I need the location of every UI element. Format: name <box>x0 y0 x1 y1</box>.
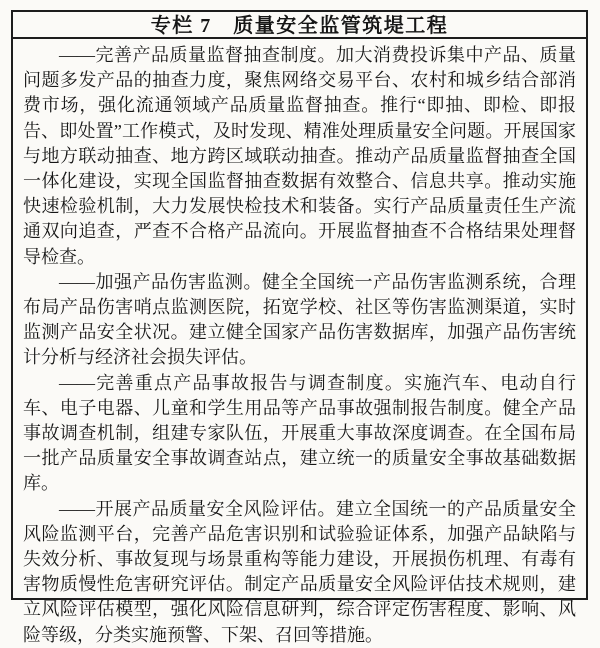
column-box <box>11 10 588 645</box>
column-box-title: 专栏 7 质量安全监管筑堤工程 <box>13 12 586 39</box>
paragraph-supervision-sampling: ——完善产品质量监督抽查制度。加大消费投诉集中产品、质量问题多发产品的抽查力度，聚焦网络交易平台、农村和城乡结合部消费市场，强化流通领域产品质量监督抽查。推行“即抽、即检、即报告、即处置”工作模式，及时发现、精准处理质量安全问题。开展国家与地方联动抽查、地方跨区域联动抽查。推动产品质量监督抽查全国一体化建设，实现全国监督抽查数据有效整合、信息共享。推动实施快速检验机制，大力发展快检技术和装备。实行产品质量责任生产流通双向追查，严查不合格产品流向。开展监督抽查不合格结果处理督导检查。 <box>23 45 576 267</box>
paragraph-risk-assessment: ——开展产品质量安全风险评估。建立全国统一的产品质量安全风险监测平台，完善产品危害识别和试验验证体系，加强产品缺陷与失效分析、事故复现与场景重构等能力建设，开展损伤机理、有毒有害物质慢性危害研究评估。制定产品质量安全风险评估技术规则，建立风险评估模型，强化风险信息研判，综合评定伤害程度、影响、风险等级，分类实施预警、下架、召回等措施。 <box>23 498 576 645</box>
paragraph-accident-reporting: ——完善重点产品事故报告与调查制度。实施汽车、电动自行车、电子电器、儿童和学生用品等产品事故强制报告制度。健全产品事故调查机制，组建专家队伍，开展重大事故深度调查。在全国布局一批产品质量安全事故调查站点，建立统一的质量安全事故基础数据库。 <box>23 372 576 494</box>
column-box-body <box>13 39 586 648</box>
paragraph-injury-monitoring: ——加强产品伤害监测。健全全国统一产品伤害监测系统，合理布局产品伤害哨点监测医院，拓宽学校、社区等伤害监测渠道，实时监测产品安全状况。建立健全国家产品伤害数据库，加强产品伤害统计分析与经济社会损失评估。 <box>23 271 576 368</box>
